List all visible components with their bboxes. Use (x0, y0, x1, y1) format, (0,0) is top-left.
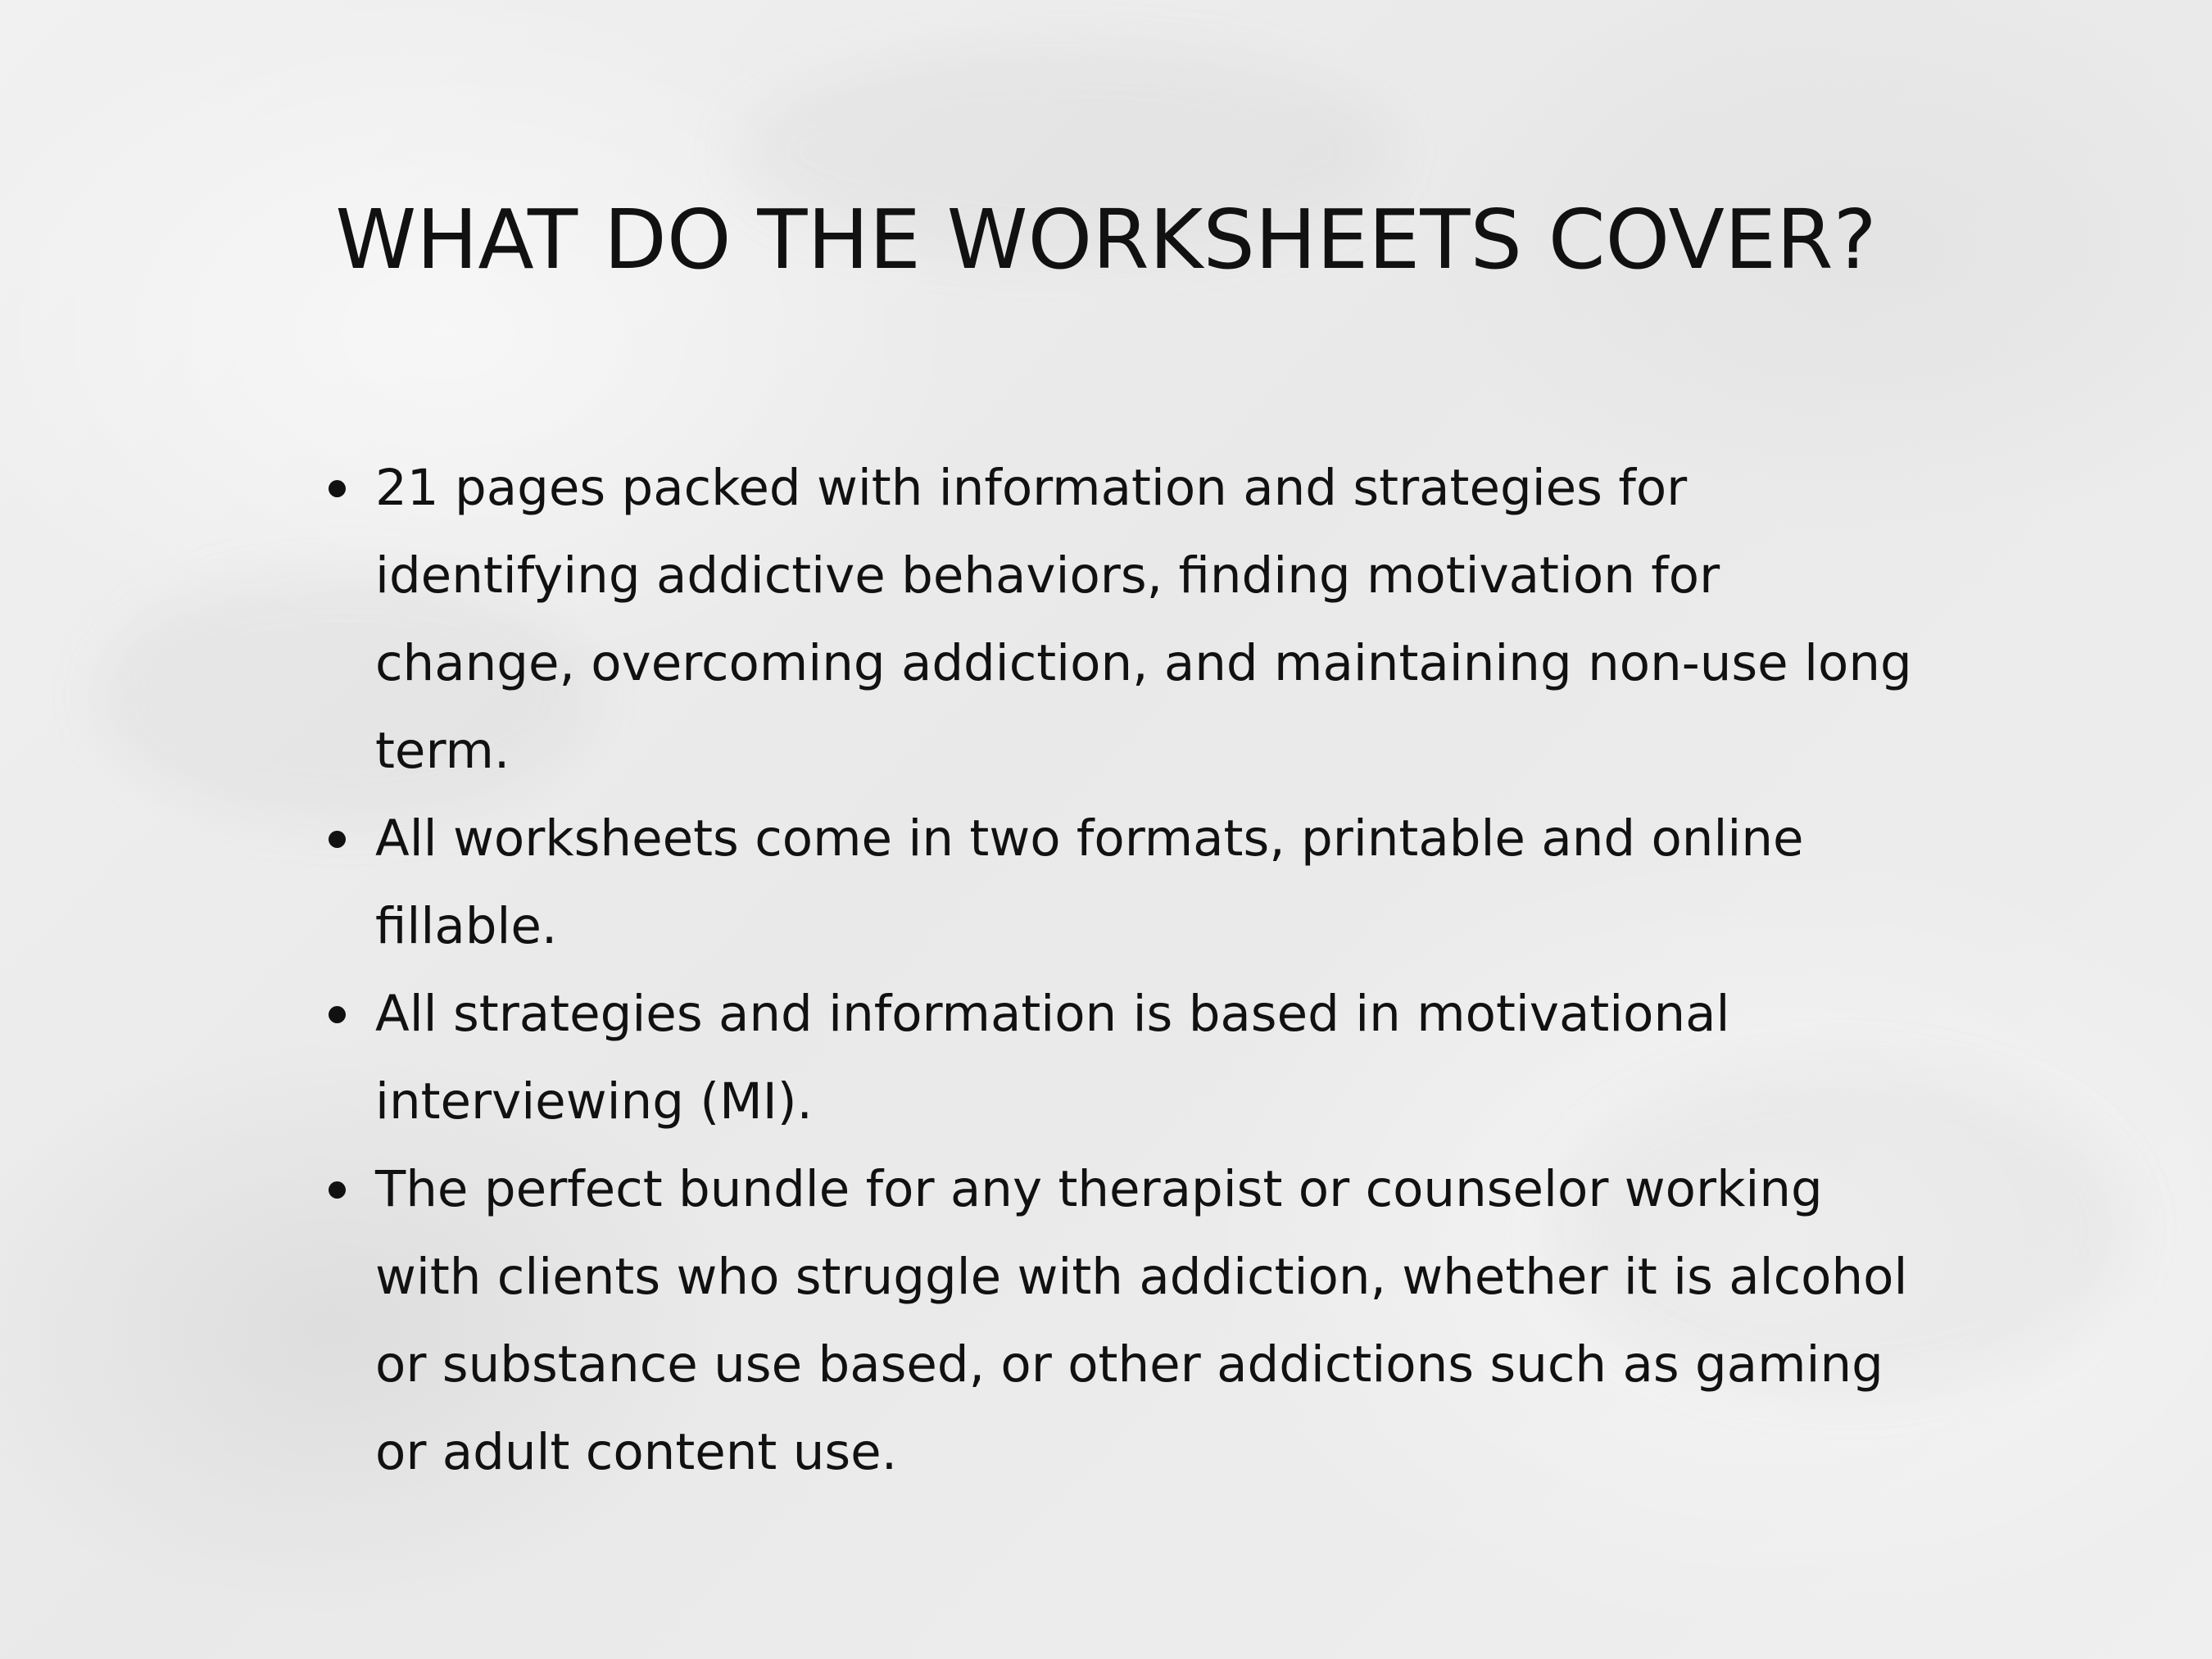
list-item (375, 1145, 1915, 1496)
list-item (375, 970, 1915, 1145)
list-item-text: All strategies and information is based in motivational interviewing (MI). (375, 985, 1730, 1131)
page-title: WHAT DO THE WORKSHEETS COVER? (335, 192, 1877, 288)
list-item-text: 21 pages packed with information and strategies for identifying addictive behaviors, finding motivation for change, overcoming addiction, and maintaining non-use long term. (375, 459, 1912, 780)
list-item (375, 444, 1915, 795)
list-item-text: All worksheets come in two formats, printable and online fillable. (375, 809, 1804, 955)
list-item (375, 795, 1915, 970)
bullet-icon (329, 1006, 346, 1023)
list-item-text: The perfect bundle for any therapist or counselor working with clients who struggle with addiction, whether it is alcohol or substance use based, or other addictions such as gaming or adult content use. (375, 1160, 1908, 1481)
bullet-icon (329, 831, 346, 848)
feature-list (375, 444, 1915, 1496)
bullet-icon (329, 480, 346, 497)
bullet-icon (329, 1181, 346, 1199)
